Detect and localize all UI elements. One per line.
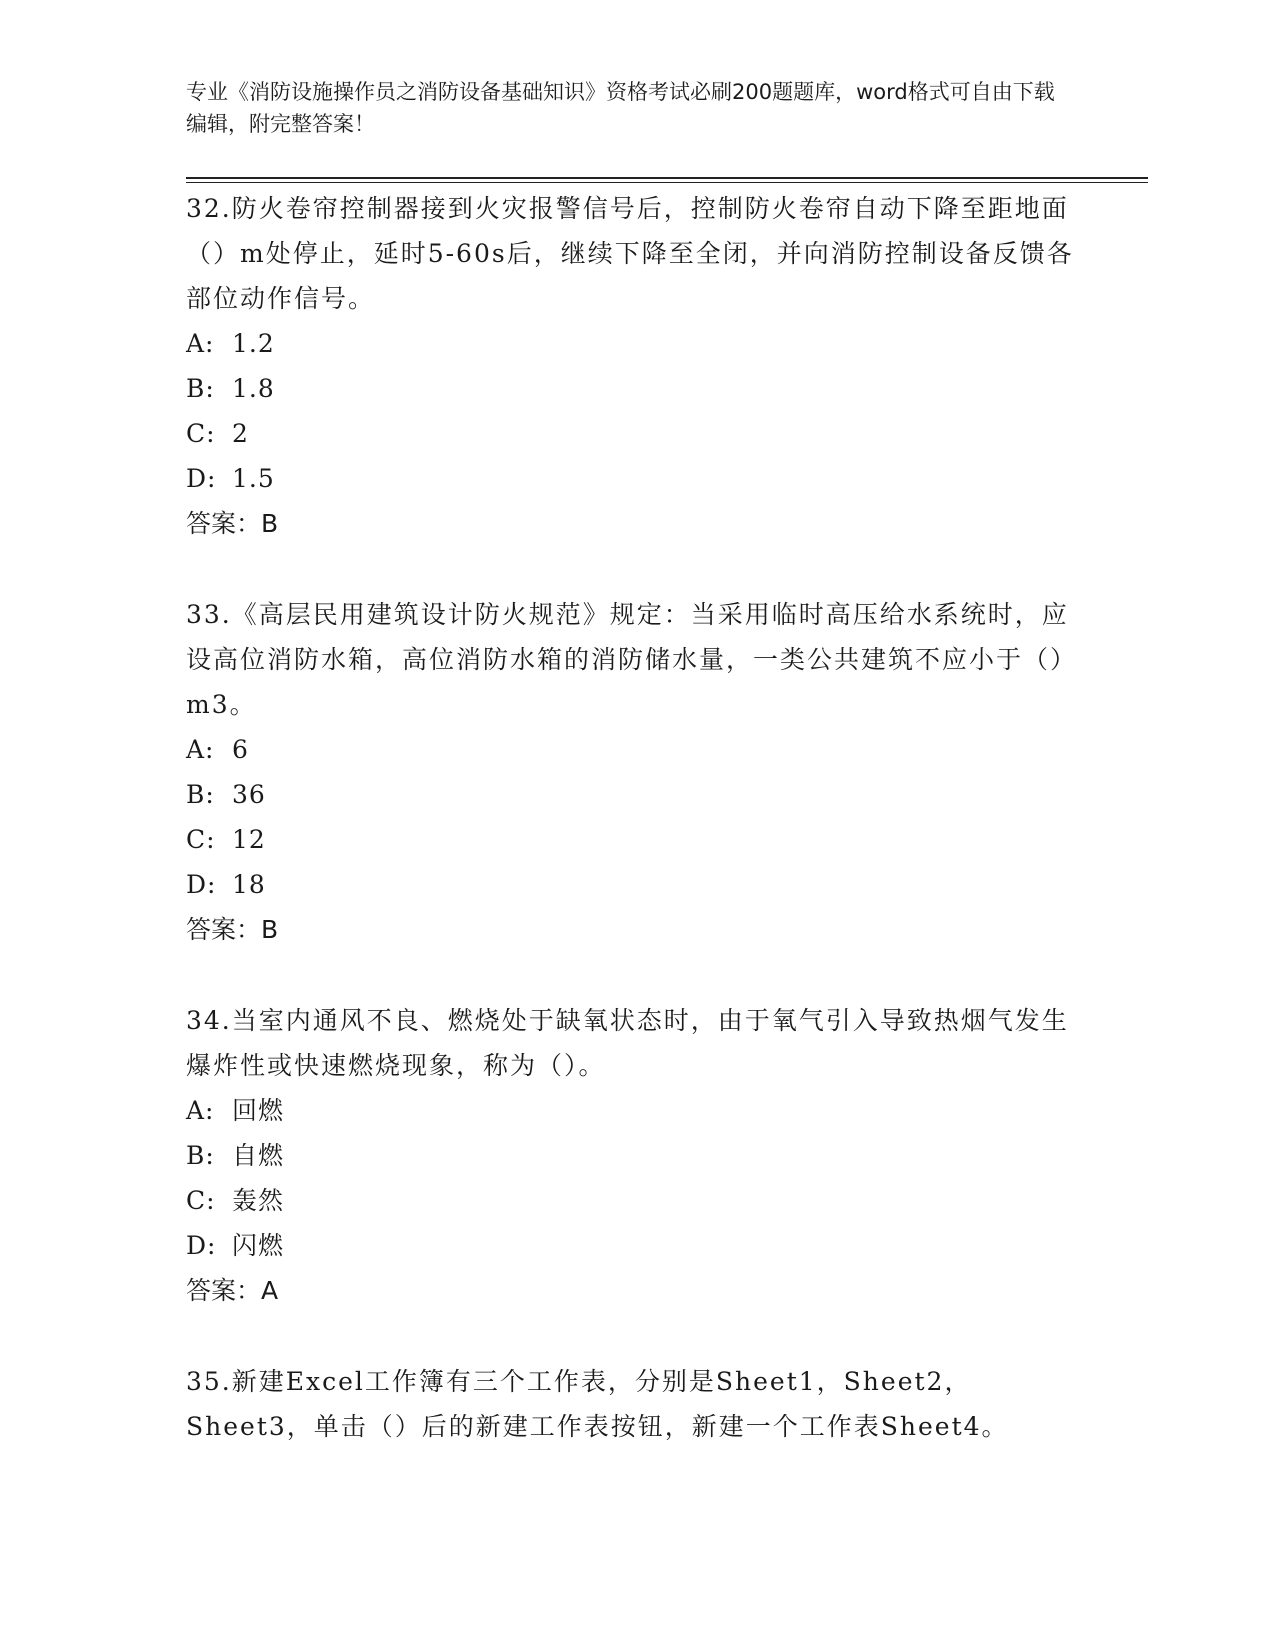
answer-line: 答案：B [186,915,279,944]
question-text: 34.当室内通风不良、燃烧处于缺氧状态时，由于氧气引入导致热烟气发生爆炸性或快速燃烧现象，称为（）。 [186,1006,1069,1080]
option-value: 1.2 [232,329,275,358]
option-d [186,1223,1086,1268]
option-key: D: [186,870,217,899]
option-key: B: [186,780,215,809]
option-b [186,1133,1086,1178]
question-list [186,186,1086,1495]
option-key: B: [186,1141,215,1170]
option-c [186,411,1086,456]
question-32 [186,186,1086,546]
option-value: 36 [232,780,266,809]
answer-line: 答案：A [186,1276,279,1305]
page-header: 专业《消防设施操作员之消防设备基础知识》资格考试必刷200题题库，word格式可自由下载编辑，附完整答案！ [186,80,1055,136]
option-key: C: [186,419,216,448]
option-a [186,1088,1086,1133]
question-33 [186,592,1086,952]
option-value: 1.5 [232,464,275,493]
option-c [186,817,1086,862]
question-text: 33.《高层民用建筑设计防火规范》规定：当采用临时高压给水系统时，应设高位消防水箱，高位消防水箱的消防储水量，一类公共建筑不应小于（）m3。 [186,600,1078,719]
option-b [186,772,1086,817]
option-value: 自燃 [232,1141,285,1170]
option-key: A: [186,329,215,358]
question-text: 32.防火卷帘控制器接到火灾报警信号后，控制防火卷帘自动下降至距地面（）m处停止，延时5-60s后，继续下降至全闭，并向消防控制设备反馈各部位动作信号。 [186,194,1074,313]
question-34 [186,998,1086,1313]
option-value: 18 [232,870,266,899]
question-35 [186,1359,1086,1449]
option-d [186,862,1086,907]
header-divider [186,177,1148,179]
option-value: 1.8 [232,374,275,403]
option-key: A: [186,1096,215,1125]
option-value: 轰然 [232,1186,285,1215]
option-value: 12 [232,825,266,854]
answer-line: 答案：B [186,509,279,538]
header-divider-thin [186,182,1148,183]
option-key: C: [186,1186,216,1215]
option-key: D: [186,1231,217,1260]
option-d [186,456,1086,501]
option-a [186,321,1086,366]
option-key: A: [186,735,215,764]
option-key: B: [186,374,215,403]
option-c [186,1178,1086,1223]
option-value: 闪燃 [232,1231,285,1260]
option-key: C: [186,825,216,854]
option-key: D: [186,464,217,493]
option-value: 2 [232,419,249,448]
option-value: 6 [232,735,249,764]
question-text: 35.新建Excel工作簿有三个工作表，分别是Sheet1，Sheet2，Sheet3，单击（）后的新建工作表按钮，新建一个工作表Sheet4。 [186,1367,1009,1441]
option-a [186,727,1086,772]
option-b [186,366,1086,411]
option-value: 回燃 [232,1096,285,1125]
